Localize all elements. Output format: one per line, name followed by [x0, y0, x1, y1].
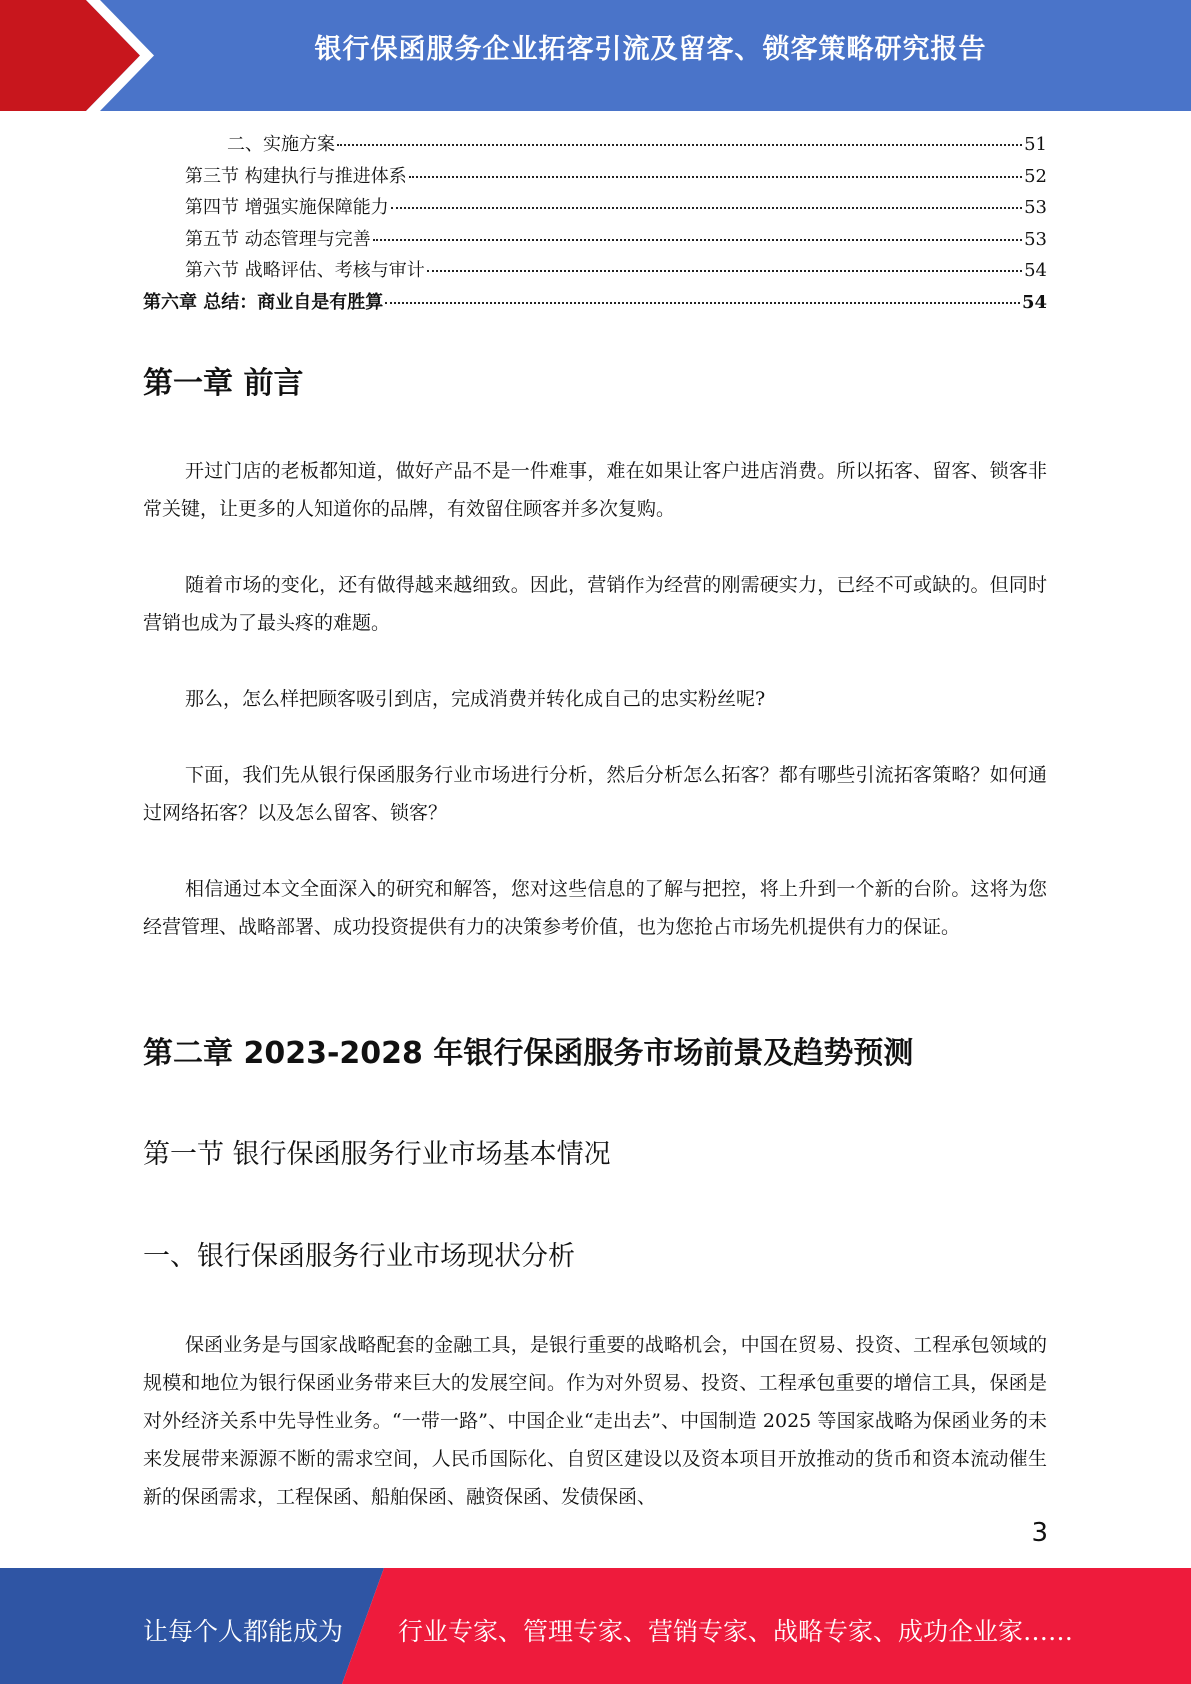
footer-slogan-right: 行业专家、管理专家、营销专家、战略专家、成功企业家……: [398, 1617, 1074, 1646]
chapter1-paragraph: 开过门店的老板都知道，做好产品不是一件难事，难在如果让客户进店消费。所以拓客、留客、锁客非常关键，让更多的人知道你的品牌，有效留住顾客并多次复购。: [143, 460, 1047, 520]
chapter1-paragraph: 随着市场的变化，还有做得越来越细致。因此，营销作为经营的刚需硬实力，已经不可或缺的。但同时营销也成为了最头疼的难题。: [143, 574, 1047, 634]
toc-entry-page: 54: [1024, 260, 1047, 281]
toc-entry-page: 53: [1024, 228, 1047, 250]
toc-entry[interactable]: [143, 193, 1047, 225]
toc-leader-dots: [391, 207, 1022, 209]
toc-entry-label: 第四节 增强实施保障能力: [185, 197, 389, 218]
report-title: 银行保函服务企业拓客引流及留客、锁客策略研究报告: [314, 34, 987, 65]
header-arrow-decoration: [0, 0, 160, 111]
toc-entry-label: 第六章 总结：商业自是有胜算: [143, 291, 384, 313]
page-number: 3: [1031, 1518, 1048, 1548]
table-of-contents: [143, 130, 1047, 319]
toc-leader-dots: [409, 176, 1022, 178]
toc-entry-page: 53: [1024, 197, 1047, 218]
chapter1-title: 第一章 前言: [143, 366, 304, 401]
toc-entry[interactable]: [143, 256, 1047, 288]
toc-leader-dots: [373, 239, 1022, 241]
toc-entry-page: 54: [1021, 291, 1047, 313]
chapter1-paragraph: 下面，我们先从银行保函服务行业市场进行分析，然后分析怎么拓客？都有哪些引流拓客策略？如何通过网络拓客？以及怎么留客、锁客？: [143, 764, 1047, 824]
toc-entry-label: 二、实施方案: [227, 134, 335, 155]
chapter1-paragraph: 相信通过本文全面深入的研究和解答，您对这些信息的了解与把控，将上升到一个新的台阶。这将为您经营管理、战略部署、成功投资提供有力的决策参考价值，也为您抢占市场先机提供有力的保证。: [143, 878, 1047, 938]
toc-entry-label: 第六节 战略评估、考核与审计: [185, 260, 425, 281]
toc-entry[interactable]: [143, 130, 1047, 162]
toc-entry-page: 51: [1024, 134, 1047, 155]
section-title: 第一节 银行保函服务行业市场基本情况: [143, 1139, 611, 1170]
subsection-title: 一、银行保函服务行业市场现状分析: [143, 1241, 575, 1272]
chapter1-paragraph: 那么，怎么样把顾客吸引到店，完成消费并转化成自己的忠实粉丝呢?: [185, 688, 766, 710]
toc-leader-dots: [427, 270, 1022, 272]
page-header: [0, 0, 1191, 111]
toc-entry-page: 52: [1024, 165, 1047, 187]
page-footer: [0, 1568, 1191, 1684]
toc-entry-label: 第三节 构建执行与推进体系: [185, 165, 407, 187]
toc-entry[interactable]: [143, 225, 1047, 257]
footer-slogan-left: 让每个人都能成为: [143, 1617, 344, 1646]
toc-leader-dots: [385, 302, 1020, 304]
toc-entry[interactable]: [143, 288, 1047, 320]
toc-entry-label: 第五节 动态管理与完善: [185, 228, 371, 250]
toc-entry[interactable]: [143, 162, 1047, 194]
chapter2-title: 第二章 2023-2028 年银行保函服务市场前景及趋势预测: [143, 1036, 914, 1071]
chapter2-paragraph: 保函业务是与国家战略配套的金融工具，是银行重要的战略机会，中国在贸易、投资、工程承包领域的规模和地位为银行保函业务带来巨大的发展空间。作为对外贸易、投资、工程承包重要的增信工具，保函是对外经济关系中先导性业务。“一带一路”、中国企业“走出去”、中国制造 2025 等国家战略为保函业务的未来发展带来源源不断的需求空间，人民币国际化、自贸区建设以及资本项目开放推动的货币和资本流动催生新的保函需求，工程保函、船舶保函、融资保函、发债保函、: [143, 1334, 1047, 1508]
toc-leader-dots: [337, 144, 1022, 146]
